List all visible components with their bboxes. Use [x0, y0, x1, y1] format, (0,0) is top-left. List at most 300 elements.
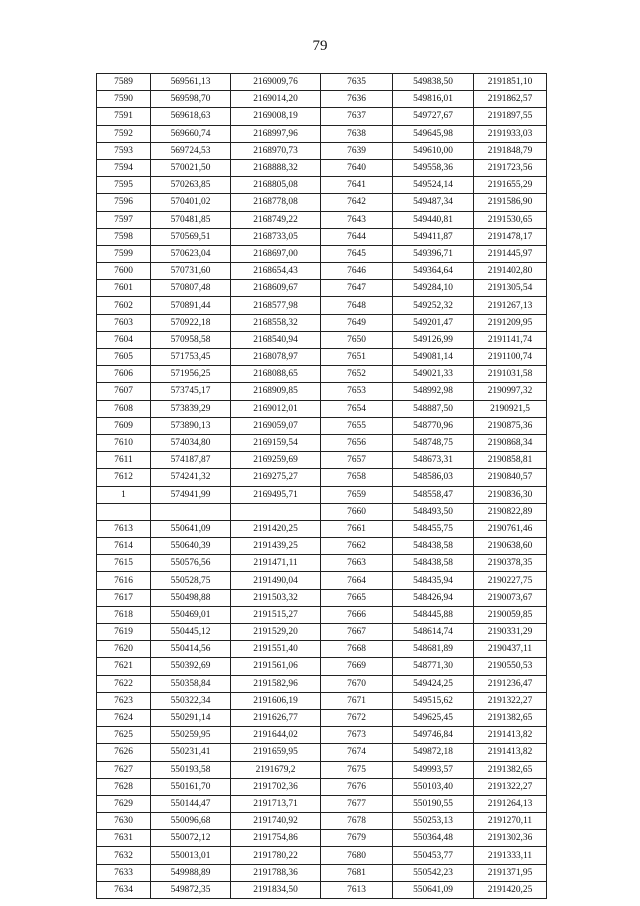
- table-cell: 7640: [321, 159, 393, 176]
- table-cell: 2168909,85: [231, 383, 321, 400]
- table-cell: 2191439,25: [231, 538, 321, 555]
- table-cell: 7669: [321, 658, 393, 675]
- table-row: [97, 263, 547, 280]
- table-row: [97, 813, 547, 830]
- table-cell: 2191679,2: [231, 761, 321, 778]
- table-row: [97, 177, 547, 194]
- table-cell: 7633: [97, 864, 151, 881]
- table-cell: 2191702,36: [231, 778, 321, 795]
- table-row: [97, 606, 547, 623]
- table-cell: 7601: [97, 280, 151, 297]
- table-cell: 2191713,71: [231, 795, 321, 812]
- table-cell: 2191780,22: [231, 847, 321, 864]
- table-cell: 570401,02: [151, 194, 231, 211]
- table-cell: 7668: [321, 641, 393, 658]
- table-cell: 7607: [97, 383, 151, 400]
- table-cell: 549746,84: [393, 727, 474, 744]
- table-cell: 2190997,32: [474, 383, 547, 400]
- table-cell: 7678: [321, 813, 393, 830]
- table-cell: 570891,44: [151, 297, 231, 314]
- table-cell: 7593: [97, 142, 151, 159]
- table-cell: 548771,30: [393, 658, 474, 675]
- table-cell: 7590: [97, 91, 151, 108]
- table-cell: 7630: [97, 813, 151, 830]
- table-row: [97, 709, 547, 726]
- table-cell: 2168778,08: [231, 194, 321, 211]
- table-row: [97, 727, 547, 744]
- table-cell: 2190875,36: [474, 417, 547, 434]
- table-cell: 2190822,89: [474, 503, 547, 520]
- table-cell: 573890,13: [151, 417, 231, 434]
- table-cell: 7680: [321, 847, 393, 864]
- table-cell: 7613: [97, 520, 151, 537]
- table-cell: 2191551,40: [231, 641, 321, 658]
- table-cell: 2168805,08: [231, 177, 321, 194]
- table-cell: 550193,58: [151, 761, 231, 778]
- table-cell: 550072,12: [151, 830, 231, 847]
- table-row: [97, 452, 547, 469]
- table-cell: 569660,74: [151, 125, 231, 142]
- table-cell: 2169009,76: [231, 74, 321, 91]
- table-cell: 549364,64: [393, 263, 474, 280]
- table-cell: 550096,68: [151, 813, 231, 830]
- table-cell: 7679: [321, 830, 393, 847]
- table-cell: 2191851,10: [474, 74, 547, 91]
- table-cell: 2191606,19: [231, 692, 321, 709]
- table-cell: 7674: [321, 744, 393, 761]
- table-cell: 549126,99: [393, 331, 474, 348]
- table-cell: 548426,94: [393, 589, 474, 606]
- table-cell: 2191413,82: [474, 744, 547, 761]
- table-cell: 2191141,74: [474, 331, 547, 348]
- table-row: [97, 675, 547, 692]
- table-cell: 7621: [97, 658, 151, 675]
- table-row: [97, 555, 547, 572]
- table-cell: 7651: [321, 349, 393, 366]
- table-cell: 2168733,05: [231, 228, 321, 245]
- table-row: [97, 830, 547, 847]
- table-row: [97, 881, 547, 898]
- table-cell: 7605: [97, 349, 151, 366]
- table-cell: 549424,25: [393, 675, 474, 692]
- table-cell: 7645: [321, 245, 393, 262]
- table-cell: 7650: [321, 331, 393, 348]
- table-cell: 548681,89: [393, 641, 474, 658]
- table-cell: [151, 503, 231, 520]
- table-cell: 570263,85: [151, 177, 231, 194]
- table-cell: 573745,17: [151, 383, 231, 400]
- table-cell: 7639: [321, 142, 393, 159]
- table-cell: 570731,60: [151, 263, 231, 280]
- table-cell: 7602: [97, 297, 151, 314]
- table-row: [97, 486, 547, 503]
- table-row: [97, 142, 547, 159]
- table-row: [97, 228, 547, 245]
- table-cell: 2190073,67: [474, 589, 547, 606]
- table-row: [97, 434, 547, 451]
- table-row: [97, 847, 547, 864]
- table-cell: 2168749,22: [231, 211, 321, 228]
- table-cell: 574034,80: [151, 434, 231, 451]
- table-cell: 7648: [321, 297, 393, 314]
- table-cell: 2191490,04: [231, 572, 321, 589]
- table-cell: 2168088,65: [231, 366, 321, 383]
- table-row: [97, 503, 547, 520]
- table-row: [97, 520, 547, 537]
- table-cell: 7652: [321, 366, 393, 383]
- table-cell: 549645,98: [393, 125, 474, 142]
- table-cell: 2169259,69: [231, 452, 321, 469]
- table-cell: 2191236,47: [474, 675, 547, 692]
- table-cell: 2190638,60: [474, 538, 547, 555]
- table-cell: 2191371,95: [474, 864, 547, 881]
- table-cell: 550190,55: [393, 795, 474, 812]
- table-row: [97, 366, 547, 383]
- table-cell: 2191305,54: [474, 280, 547, 297]
- table-row: [97, 314, 547, 331]
- table-cell: 2191100,74: [474, 349, 547, 366]
- table-cell: 7673: [321, 727, 393, 744]
- table-cell: 7681: [321, 864, 393, 881]
- table-row: [97, 245, 547, 262]
- table-cell: 2169059,07: [231, 417, 321, 434]
- table-cell: 2191862,57: [474, 91, 547, 108]
- table-cell: 548438,58: [393, 555, 474, 572]
- table-cell: 2190227,75: [474, 572, 547, 589]
- table-cell: 549252,32: [393, 297, 474, 314]
- table-cell: 549515,62: [393, 692, 474, 709]
- table-cell: 549872,18: [393, 744, 474, 761]
- table-cell: 2190059,85: [474, 606, 547, 623]
- table-cell: 549487,34: [393, 194, 474, 211]
- table-cell: 7646: [321, 263, 393, 280]
- table-cell: 550103,40: [393, 778, 474, 795]
- table-cell: 2168970,73: [231, 142, 321, 159]
- table-cell: 2190437,11: [474, 641, 547, 658]
- table-cell: 7619: [97, 624, 151, 641]
- table-cell: 2190836,30: [474, 486, 547, 503]
- table-cell: 7642: [321, 194, 393, 211]
- table-cell: 2191644,02: [231, 727, 321, 744]
- table-cell: 548493,50: [393, 503, 474, 520]
- table-cell: 7629: [97, 795, 151, 812]
- table-cell: 7592: [97, 125, 151, 142]
- table-cell: 2191333,11: [474, 847, 547, 864]
- table-cell: 573839,29: [151, 400, 231, 417]
- table-cell: 2191209,95: [474, 314, 547, 331]
- table-cell: 550453,77: [393, 847, 474, 864]
- table-cell: 549396,71: [393, 245, 474, 262]
- table-cell: 7599: [97, 245, 151, 262]
- table-cell: 549625,45: [393, 709, 474, 726]
- table-cell: 2191503,32: [231, 589, 321, 606]
- table-cell: 2190858,81: [474, 452, 547, 469]
- table-cell: 550414,56: [151, 641, 231, 658]
- table-cell: 549988,89: [151, 864, 231, 881]
- table-cell: 570481,85: [151, 211, 231, 228]
- page-number: 79: [312, 38, 328, 54]
- table-row: [97, 795, 547, 812]
- table-row: [97, 417, 547, 434]
- table-cell: 2168997,96: [231, 125, 321, 142]
- table-row: [97, 331, 547, 348]
- table-cell: 550576,56: [151, 555, 231, 572]
- table-cell: 2191529,20: [231, 624, 321, 641]
- table-cell: [231, 503, 321, 520]
- table-row: [97, 349, 547, 366]
- table-cell: 7609: [97, 417, 151, 434]
- table-cell: 7660: [321, 503, 393, 520]
- table-cell: 7596: [97, 194, 151, 211]
- table-cell: 2191382,65: [474, 709, 547, 726]
- table-cell: 574941,99: [151, 486, 231, 503]
- table-cell: 550542,23: [393, 864, 474, 881]
- table-cell: 7665: [321, 589, 393, 606]
- table-cell: 7670: [321, 675, 393, 692]
- table-cell: 2191270,11: [474, 813, 547, 830]
- table-cell: 2191788,36: [231, 864, 321, 881]
- table-row: [97, 658, 547, 675]
- table-row: [97, 280, 547, 297]
- table-row: [97, 761, 547, 778]
- table-cell: 2191420,25: [474, 881, 547, 898]
- table-cell: 570922,18: [151, 314, 231, 331]
- table-cell: 7618: [97, 606, 151, 623]
- table-cell: 2191515,27: [231, 606, 321, 623]
- table-cell: 7653: [321, 383, 393, 400]
- table-cell: 570623,04: [151, 245, 231, 262]
- table-cell: 7649: [321, 314, 393, 331]
- table-cell: 7634: [97, 881, 151, 898]
- table-cell: 550253,13: [393, 813, 474, 830]
- table-cell: 549610,00: [393, 142, 474, 159]
- table-cell: 569724,53: [151, 142, 231, 159]
- table-cell: 2191402,80: [474, 263, 547, 280]
- table-cell: 569598,70: [151, 91, 231, 108]
- table-cell: 2191723,56: [474, 159, 547, 176]
- table-cell: 2190761,46: [474, 520, 547, 537]
- table-cell: 7637: [321, 108, 393, 125]
- table-cell: 7657: [321, 452, 393, 469]
- table-cell: 571956,25: [151, 366, 231, 383]
- table-cell: 2191659,95: [231, 744, 321, 761]
- table-cell: 7597: [97, 211, 151, 228]
- table-cell: 550322,34: [151, 692, 231, 709]
- table-cell: 548558,47: [393, 486, 474, 503]
- table-row: [97, 572, 547, 589]
- table-cell: 550013,01: [151, 847, 231, 864]
- table-cell: 7606: [97, 366, 151, 383]
- table-cell: 7622: [97, 675, 151, 692]
- table-cell: 7632: [97, 847, 151, 864]
- table-cell: 2191264,13: [474, 795, 547, 812]
- table-cell: 7610: [97, 434, 151, 451]
- table-cell: 2191471,11: [231, 555, 321, 572]
- table-cell: 570807,48: [151, 280, 231, 297]
- table-cell: 550358,84: [151, 675, 231, 692]
- table-cell: 7600: [97, 263, 151, 280]
- table-cell: 7663: [321, 555, 393, 572]
- table-cell: 7613: [321, 881, 393, 898]
- table-cell: 2190840,57: [474, 469, 547, 486]
- table-cell: 550469,01: [151, 606, 231, 623]
- table-cell: 7628: [97, 778, 151, 795]
- table-cell: 7631: [97, 830, 151, 847]
- table-cell: 1: [97, 486, 151, 503]
- table-cell: 2191754,86: [231, 830, 321, 847]
- table-cell: 7641: [321, 177, 393, 194]
- table-cell: 7620: [97, 641, 151, 658]
- table-cell: 7626: [97, 744, 151, 761]
- table-cell: 7664: [321, 572, 393, 589]
- table-row: [97, 194, 547, 211]
- table-row: [97, 778, 547, 795]
- table-cell: 2168697,00: [231, 245, 321, 262]
- table-cell: 2191267,13: [474, 297, 547, 314]
- table-cell: 7675: [321, 761, 393, 778]
- table-cell: [97, 503, 151, 520]
- table-cell: 569618,63: [151, 108, 231, 125]
- table-cell: 2168577,98: [231, 297, 321, 314]
- table-cell: 549411,87: [393, 228, 474, 245]
- table-cell: 7611: [97, 452, 151, 469]
- table-cell: 571753,45: [151, 349, 231, 366]
- table-cell: 2168888,32: [231, 159, 321, 176]
- table-cell: 2191031,58: [474, 366, 547, 383]
- table-cell: 549993,57: [393, 761, 474, 778]
- table-cell: 2191478,17: [474, 228, 547, 245]
- table-row: [97, 125, 547, 142]
- table-cell: 548614,74: [393, 624, 474, 641]
- table-cell: 549524,14: [393, 177, 474, 194]
- table-cell: 2191586,90: [474, 194, 547, 211]
- table-cell: 2190868,34: [474, 434, 547, 451]
- table-cell: 550640,39: [151, 538, 231, 555]
- table-cell: 548673,31: [393, 452, 474, 469]
- table-cell: 2191933,03: [474, 125, 547, 142]
- table-cell: 7655: [321, 417, 393, 434]
- table-cell: 7671: [321, 692, 393, 709]
- table-cell: 549558,36: [393, 159, 474, 176]
- table-cell: 7661: [321, 520, 393, 537]
- table-cell: 574187,87: [151, 452, 231, 469]
- table-cell: 2169159,54: [231, 434, 321, 451]
- table-cell: 550392,69: [151, 658, 231, 675]
- table-row: [97, 400, 547, 417]
- table-cell: 7656: [321, 434, 393, 451]
- table-cell: 2191322,27: [474, 778, 547, 795]
- table-row: [97, 692, 547, 709]
- table-row: [97, 74, 547, 91]
- table-row: [97, 469, 547, 486]
- table-row: [97, 589, 547, 606]
- table-cell: 549816,01: [393, 91, 474, 108]
- table-row: [97, 159, 547, 176]
- table-cell: 2168540,94: [231, 331, 321, 348]
- table-cell: 7672: [321, 709, 393, 726]
- table-row: [97, 108, 547, 125]
- table-cell: 550528,75: [151, 572, 231, 589]
- table-cell: 2191530,65: [474, 211, 547, 228]
- table-cell: 549201,47: [393, 314, 474, 331]
- table-row: [97, 211, 547, 228]
- table-cell: 2191740,92: [231, 813, 321, 830]
- table-cell: 548586,03: [393, 469, 474, 486]
- table-cell: 550445,12: [151, 624, 231, 641]
- table-cell: 7627: [97, 761, 151, 778]
- table-cell: 7615: [97, 555, 151, 572]
- table-cell: 550291,14: [151, 709, 231, 726]
- table-cell: 549021,33: [393, 366, 474, 383]
- table-cell: 2169495,71: [231, 486, 321, 503]
- table-cell: 2169012,01: [231, 400, 321, 417]
- table-cell: 7635: [321, 74, 393, 91]
- table-cell: 570569,51: [151, 228, 231, 245]
- table-row: [97, 864, 547, 881]
- table-cell: 2190331,29: [474, 624, 547, 641]
- table-cell: 2168654,43: [231, 263, 321, 280]
- table-cell: 2191302,36: [474, 830, 547, 847]
- table-cell: 7658: [321, 469, 393, 486]
- table-cell: 549081,14: [393, 349, 474, 366]
- table-cell: 7617: [97, 589, 151, 606]
- table-cell: 2190550,53: [474, 658, 547, 675]
- table-cell: 7604: [97, 331, 151, 348]
- table-cell: 2190921,5: [474, 400, 547, 417]
- table-cell: 2191413,82: [474, 727, 547, 744]
- table-cell: 548455,75: [393, 520, 474, 537]
- table-cell: 549838,50: [393, 74, 474, 91]
- table-cell: 7659: [321, 486, 393, 503]
- table-cell: 7595: [97, 177, 151, 194]
- table-cell: 7666: [321, 606, 393, 623]
- table-cell: 7598: [97, 228, 151, 245]
- table-cell: 550641,09: [393, 881, 474, 898]
- coordinates-table: [96, 73, 547, 899]
- table-cell: 549872,35: [151, 881, 231, 898]
- table-cell: 550231,41: [151, 744, 231, 761]
- table-cell: 2191382,65: [474, 761, 547, 778]
- table-row: [97, 538, 547, 555]
- table-cell: 2191655,29: [474, 177, 547, 194]
- table-cell: 7594: [97, 159, 151, 176]
- table-cell: 2191626,77: [231, 709, 321, 726]
- table-cell: 2191582,96: [231, 675, 321, 692]
- table-row: [97, 297, 547, 314]
- table-cell: 549284,10: [393, 280, 474, 297]
- table-cell: 549440,81: [393, 211, 474, 228]
- table-row: [97, 91, 547, 108]
- table-cell: 548435,94: [393, 572, 474, 589]
- table-cell: 548445,88: [393, 606, 474, 623]
- table-cell: 7638: [321, 125, 393, 142]
- table-cell: 7667: [321, 624, 393, 641]
- table-cell: 7677: [321, 795, 393, 812]
- table-cell: 550364,48: [393, 830, 474, 847]
- table-cell: 2168078,97: [231, 349, 321, 366]
- table-cell: 7643: [321, 211, 393, 228]
- table-cell: 570958,58: [151, 331, 231, 348]
- table-cell: 7644: [321, 228, 393, 245]
- table-cell: 7624: [97, 709, 151, 726]
- table-cell: 7591: [97, 108, 151, 125]
- table-cell: 2190378,35: [474, 555, 547, 572]
- table-cell: 550161,70: [151, 778, 231, 795]
- table-cell: 574241,32: [151, 469, 231, 486]
- table-cell: 548992,98: [393, 383, 474, 400]
- table-cell: 7608: [97, 400, 151, 417]
- table-cell: 550259,95: [151, 727, 231, 744]
